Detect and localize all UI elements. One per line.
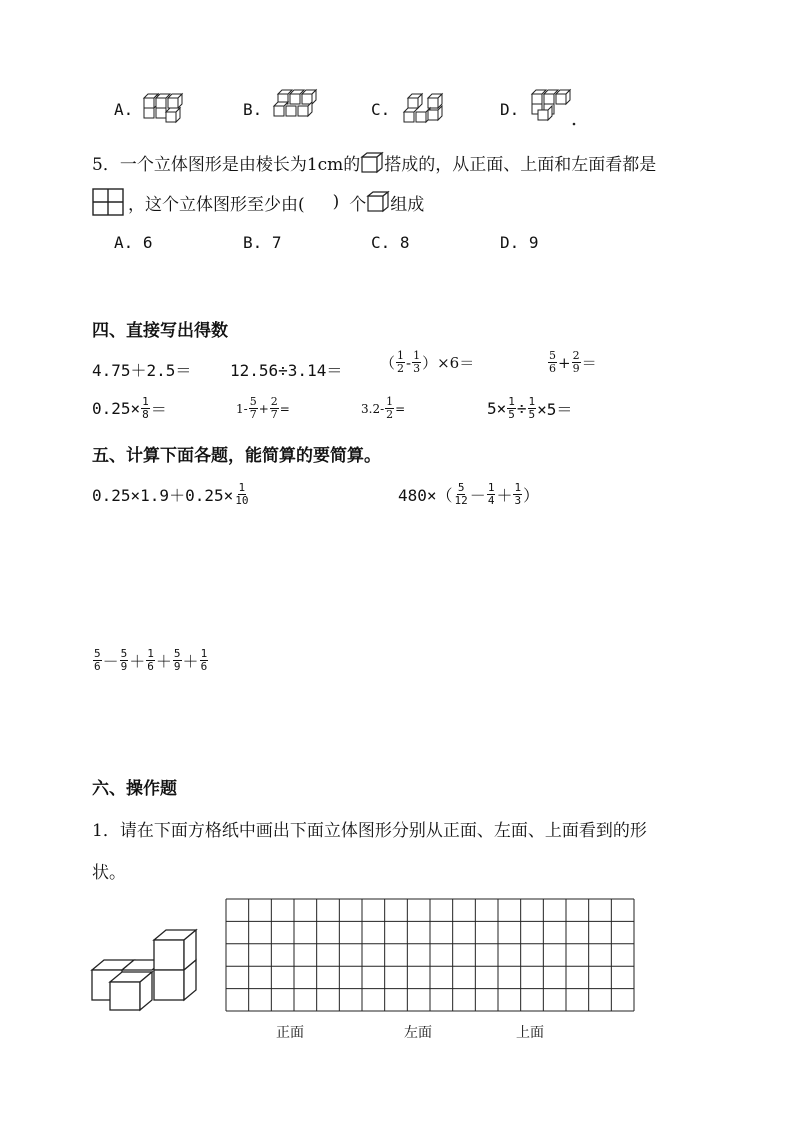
operator: + [258,401,269,416]
numerator: 1 [147,647,154,660]
option-value: 6 [142,233,153,252]
numerator: 1 [528,395,536,408]
denominator: 4 [487,494,495,507]
fraction [513,482,522,507]
expr-prefix: 3.2- [361,401,385,416]
fraction [385,396,394,421]
numerator: 1 [386,395,394,408]
paren-open: （ [380,354,396,372]
operator: ÷ [516,399,527,418]
fraction [249,396,258,421]
expr-prefix: 5× [487,399,507,418]
numerator: 5 [457,481,465,494]
denominator: 5 [508,408,515,421]
two-by-two-grid-icon [92,188,126,216]
q5-text-part5: 个 [349,194,367,215]
q5-text-part3: ，这个立体图形至少由( [128,194,305,215]
unit-cube-icon [367,191,389,213]
equals: ＝ [150,400,167,419]
paren-close: ） [523,486,540,505]
q5-text-part2: 搭成的，从正面、上面和左面看都是 [384,155,657,175]
numerator: 5 [94,647,101,660]
equals: = [279,401,290,416]
denominator: 5 [528,408,536,421]
q5-option-c [371,233,410,252]
q6-1-line1: 1．请在下面方格纸中画出下面立体图形分别从正面、左面、上面看到的形 [92,821,647,841]
denominator: 9 [572,362,580,375]
q6-1-line2: 状。 [92,863,126,883]
q4-option-a-label: A. [114,100,134,119]
operator: ＋ [496,486,513,505]
answer-grid[interactable] [225,898,635,1012]
denominator: 9 [120,660,128,673]
fraction [507,396,516,421]
numerator: 1 [514,481,522,494]
fraction [487,482,496,507]
q5-option-a [114,233,153,252]
fraction [270,396,279,421]
q5-text-part4: ) [332,192,340,212]
calc-5-1 [92,482,250,507]
expr-4-5 [92,396,167,421]
q5-option-d [500,233,539,252]
grid-label-left: 左面 [404,1025,432,1041]
equals: ＝ [581,354,597,372]
fraction [454,482,469,507]
fraction [146,648,155,673]
paren-close: ）×6＝ [422,354,475,372]
operator: ＋ [182,652,199,671]
denominator: 3 [413,362,421,375]
denominator: 6 [200,660,208,673]
expr-4-3 [380,350,474,375]
expr-prefix: 0.25× [92,399,141,418]
fraction [396,350,405,375]
q5-line1 [92,150,656,175]
fraction [200,648,209,673]
option-label: B. [243,233,263,252]
numerator: 1 [413,349,421,362]
numerator: 2 [572,349,580,362]
operator: － [469,486,486,505]
denominator: 6 [147,660,154,673]
numerator: 5 [249,395,257,408]
fraction [173,648,182,673]
section6-title: 六、操作题 [92,779,177,799]
expr-4-2: 12.56÷3.14＝ [230,361,343,380]
numerator: 1 [487,481,495,494]
fraction [234,482,249,507]
operator: － [102,652,119,671]
numerator: 5 [173,647,181,660]
fraction [93,648,102,673]
denominator: 3 [514,494,522,507]
q5-line2 [92,188,424,216]
expr-4-7 [361,396,405,421]
equals: = [395,401,406,416]
denominator: 2 [397,362,405,375]
option-label: A. [114,233,134,252]
q5-text-part6: 组成 [390,194,425,215]
denominator: 10 [235,494,249,507]
q5-text-part1: 5．一个立体图形是由棱长为1cm的 [92,155,361,175]
section4-title: 四、直接写出得数 [92,321,228,341]
fraction [528,396,537,421]
expr-4-1: 4.75＋2.5＝ [92,361,192,380]
operator: + [558,353,571,372]
q4-option-c-figure [400,90,450,128]
calc-5-2 [398,482,539,507]
operator: ＋ [155,652,172,671]
denominator: 2 [386,408,394,421]
option-value: 9 [528,233,539,252]
fraction [548,350,557,375]
q4-option-d-figure [528,88,578,126]
denominator: 6 [549,362,556,375]
q4-option-d-label: D. [500,100,520,119]
numerator: 1 [238,481,246,494]
denominator: 6 [94,660,101,673]
calc-5-3 [92,648,209,673]
fraction [120,648,129,673]
numerator: 1 [142,395,149,408]
q4-option-c-label: C. [371,100,391,119]
operator: ＋ [129,652,146,671]
numerator: 1 [200,647,208,660]
expr-prefix: 480×（ [398,486,453,505]
option-value: 8 [399,233,410,252]
fraction [412,350,421,375]
expr-suffix: ×5＝ [537,400,573,419]
denominator: 7 [270,408,278,421]
q4-option-b-figure [272,88,324,124]
denominator: 12 [454,494,468,507]
operator: - [406,353,412,372]
grid-label-top: 上面 [516,1025,544,1041]
grid-label-front: 正面 [276,1025,304,1041]
numerator: 5 [549,349,556,362]
denominator: 7 [249,408,257,421]
fraction [572,350,581,375]
stacked-cubes-figure [90,926,200,1010]
q5-option-b [243,233,282,252]
numerator: 1 [397,349,405,362]
numerator: 5 [120,647,128,660]
unit-cube-icon [361,152,383,174]
expr-prefix: 0.25×1.9＋0.25× [92,486,234,505]
expr-prefix: 1- [236,401,248,416]
fraction [141,396,150,421]
expr-4-8 [487,396,572,421]
numerator: 1 [508,395,515,408]
q4-option-b-label: B. [243,100,263,119]
option-value: 7 [271,233,282,252]
q4-option-a-figure [142,90,192,126]
expr-4-6 [236,396,290,421]
denominator: 9 [173,660,181,673]
option-label: D. [500,233,520,252]
numerator: 2 [270,395,278,408]
option-label: C. [371,233,391,252]
denominator: 8 [142,408,149,421]
section5-title: 五、计算下面各题，能简算的要简算。 [92,446,381,466]
expr-4-4 [547,350,597,375]
